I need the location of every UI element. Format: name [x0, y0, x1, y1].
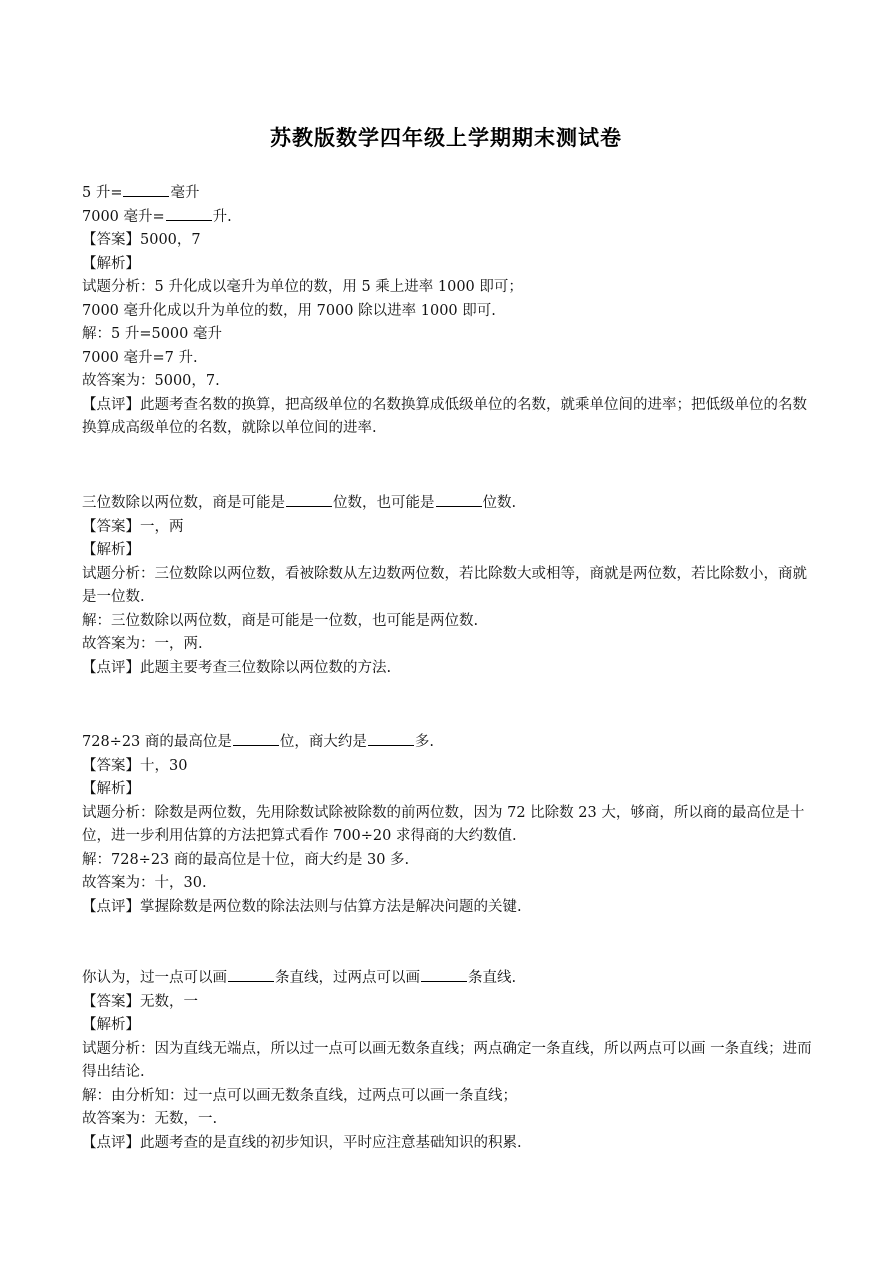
stem-text: 条直线，过两点可以画: [275, 970, 420, 986]
answer-line: 【答案】5000，7: [82, 232, 201, 248]
stem-text: 728÷23 商的最高位是: [82, 734, 232, 750]
answer-blank: [233, 731, 279, 746]
question-1: [82, 182, 812, 441]
answer-blank: [166, 206, 212, 221]
answer-blank: [436, 492, 482, 507]
stem-text: 7000 毫升=: [82, 208, 165, 225]
answer-line: 【答案】无数，一: [82, 993, 198, 1010]
analysis-label: 【解析】: [82, 781, 140, 797]
comment-text: 【点评】此题考查名数的换算，把高级单位的名数换算成低级单位的名数，就乘单位间的进率；把低级单位的名数换算成高级单位的名数，就除以单位间的进率.: [82, 396, 807, 436]
final-answer: 故答案为：十，30.: [82, 875, 207, 891]
analysis-label: 【解析】: [82, 542, 140, 558]
stem-text: 三位数除以两位数，商是可能是: [82, 495, 285, 511]
analysis-text: 试题分析：三位数除以两位数，看被除数从左边数两位数，若比除数大或相等，商就是两位数，若比除数小，商就是一位数.: [82, 565, 807, 605]
solution-text: 解：由分析知：过一点可以画无数条直线，过两点可以画一条直线；: [82, 1087, 517, 1104]
stem-text: 位数，也可能是: [333, 495, 435, 511]
final-answer: 故答案为：无数，一.: [82, 1111, 218, 1127]
answer-line: 【答案】十，30: [82, 757, 188, 774]
question-stem-line: [82, 492, 812, 516]
comment-text: 【点评】掌握除数是两位数的除法法则与估算方法是解决问题的关键.: [82, 898, 522, 915]
stem-text: 位数.: [482, 495, 517, 511]
solution-text: 7000 毫升=7 升.: [82, 349, 198, 366]
question-stem-line: [82, 731, 812, 755]
comment-text: 【点评】此题考查的是直线的初步知识，平时应注意基础知识的积累.: [82, 1134, 522, 1151]
stem-text: 升.: [212, 208, 232, 225]
analysis-text: 试题分析：5 升化成以毫升为单位的数，用 5 乘上进率 1000 即可；: [82, 279, 523, 295]
answer-blank: [421, 967, 467, 982]
analysis-text: 试题分析：因为直线无端点，所以过一点可以画无数条直线；两点确定一条直线，所以两点可以画 一条直线；进而得出结论.: [82, 1040, 812, 1080]
solution-text: 解：三位数除以两位数，商是可能是一位数，也可能是两位数.: [82, 612, 479, 629]
answer-line: 【答案】一，两: [82, 518, 184, 535]
stem-text: 位，商大约是: [279, 734, 367, 750]
stem-text: 条直线.: [468, 970, 517, 986]
page-title: 苏教版数学四年级上学期期末测试卷: [270, 126, 622, 150]
answer-blank: [368, 731, 414, 746]
analysis-text: 试题分析：除数是两位数，先用除数试除被除数的前两位数，因为 72 比除数 23 大，够商，所以商的最高位是十位，进一步利用估算的方法把算式看作 700÷20 求得商的大约数值.: [82, 804, 805, 844]
comment-text: 【点评】此题主要考查三位数除以两位数的方法.: [82, 659, 392, 676]
stem-text: 5 升=: [82, 185, 123, 201]
question-stem-line: [82, 206, 812, 230]
solution-text: 解：5 升=5000 毫升: [82, 326, 222, 342]
question-3: [82, 731, 812, 919]
answer-blank: [286, 492, 332, 507]
question-2: [82, 492, 812, 680]
question-stem-line: [82, 967, 812, 991]
question-4: [82, 967, 812, 1155]
solution-text: 解：728÷23 商的最高位是十位，商大约是 30 多.: [82, 851, 410, 868]
stem-text: 你认为，过一点可以画: [82, 970, 227, 986]
final-answer: 故答案为：5000，7.: [82, 373, 220, 389]
stem-text: 毫升: [170, 185, 200, 201]
stem-text: 多.: [414, 734, 434, 750]
analysis-label: 【解析】: [82, 255, 140, 272]
final-answer: 故答案为：一，两.: [82, 636, 203, 652]
answer-blank: [123, 182, 169, 197]
answer-blank: [228, 967, 274, 982]
analysis-label: 【解析】: [82, 1017, 140, 1033]
question-stem-line: [82, 182, 812, 206]
analysis-text: 7000 毫升化成以升为单位的数，用 7000 除以进率 1000 即可.: [82, 302, 496, 319]
